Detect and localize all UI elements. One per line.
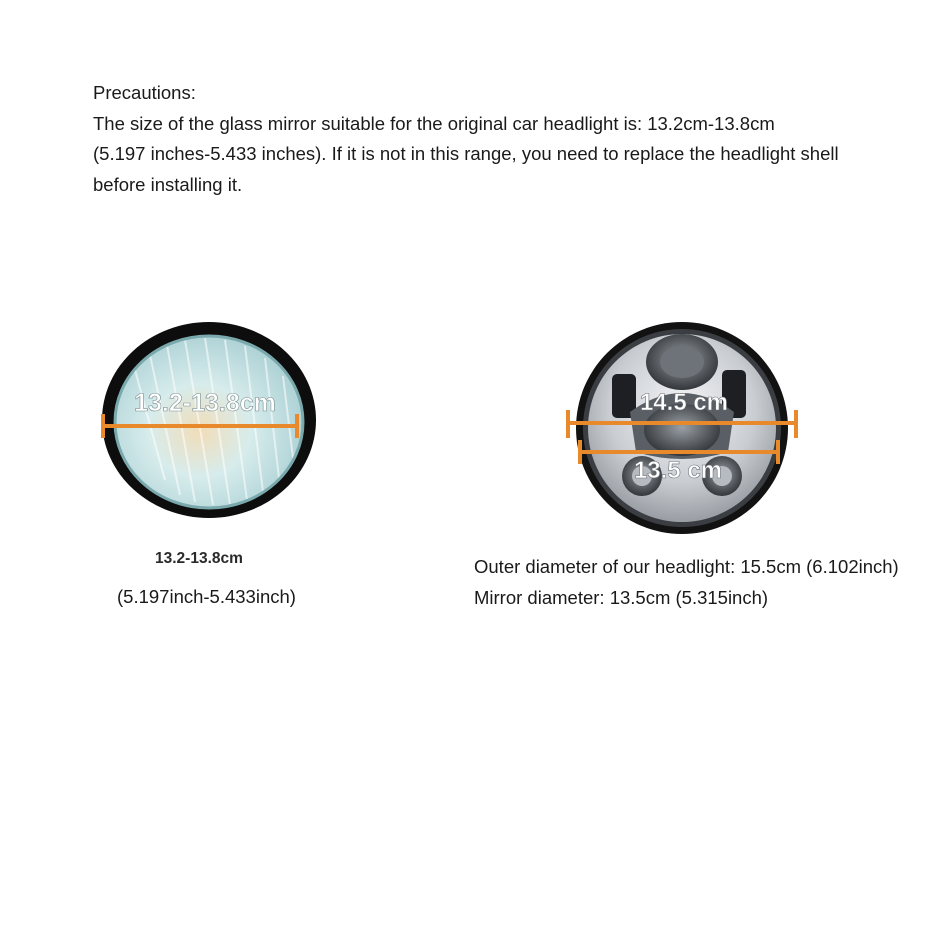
our-headlight-figure [560,312,805,544]
precautions-line-1: The size of the glass mirror suitable for the original car headlight is: 13.2cm-13.8cm [93,112,775,134]
precautions-line-2: (5.197 inches-5.433 inches). If it is not in this range, you need to replace the headlight shell [93,143,839,164]
original-size-caption: 13.2-13.8cm [155,550,243,567]
precautions-notice [93,78,913,200]
original-headlight-image [95,310,325,530]
our-headlight-image [560,312,805,544]
outer-diameter-caption: Outer diameter of our headlight: 15.5cm (6.102inch) [474,556,899,577]
overlay-measure-label: 13.2-13.8cm [134,389,276,417]
precautions-line-3: before installing it. [93,173,243,195]
original-headlight-figure [95,310,325,530]
mirror-diameter-caption: Mirror diameter: 13.5cm (5.315inch) [474,587,769,608]
precautions-heading: Precautions: [93,82,196,103]
original-inch-caption: (5.197inch-5.433inch) [117,586,296,607]
outer-measure-label: 14.5 cm [639,389,729,416]
mirror-measure-label: 13.5 cm [633,457,723,484]
